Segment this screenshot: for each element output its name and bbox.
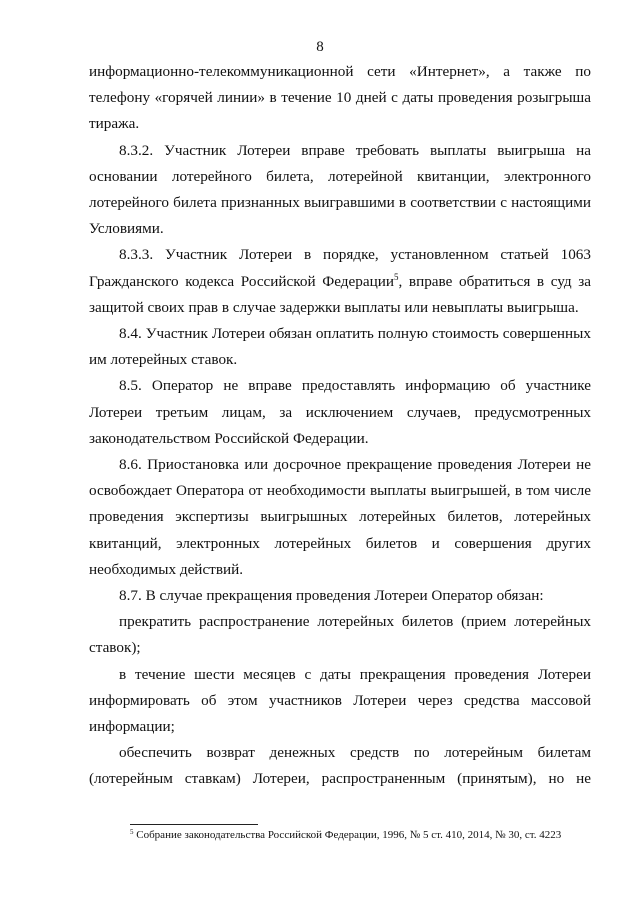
paragraph-8-7-item-b: в течение шести месяцев с даты прекращения проведения Лотереи информировать об этом участников Лотереи через средства массовой информации; (89, 665, 591, 736)
page-body (89, 59, 591, 793)
paragraph-continuation: информационно-телекоммуникационной сети «Интернет», а также по телефону «горячей линии» в течение 10 дней с даты проведения розыгрыша тиража. (89, 63, 591, 133)
paragraph-8-7-item-a: прекратить распространение лотерейных билетов (прием лотерейных ставок); (89, 613, 591, 657)
paragraph-8-4: 8.4. Участник Лотереи обязан оплатить полную стоимость совершенных им лотерейных ставок. (89, 325, 591, 369)
paragraph-8-6: 8.6. Приостановка или досрочное прекращение проведения Лотереи не освобождает Оператора от необходимости выплаты выигрышей, в том числе проведения экспертизы выигрышных лотерейных билетов, лотерейных квитанций, электронных лотерейных билетов и совершения других необходимых действий. (89, 456, 591, 578)
paragraph-8-3-3 (89, 242, 591, 321)
footnote-reference: 5 (393, 271, 399, 282)
footnote-marker: 5 (130, 828, 134, 836)
paragraph-8-7-item-c: обеспечить возврат денежных средств по лотерейным билетам (лотерейным ставкам) Лотереи, распространенным (принятым), но не (89, 744, 591, 788)
paragraph-8-3-3-text-a: 8.3.3. Участник Лотереи в порядке, установленном статьей 1063 Гражданского кодекса Российской Федерации (89, 246, 591, 290)
footnote (130, 829, 600, 842)
footnote-text: Собрание законодательства Российской Федерации, 1996, № 5 ст. 410, 2014, № 30, ст. 4223 (133, 829, 562, 841)
paragraph-8-5: 8.5. Оператор не вправе предоставлять информацию об участнике Лотереи третьим лицам, за исключением случаев, предусмотренных законодательством Российской Федерации. (89, 377, 591, 447)
page-number: 8 (316, 39, 324, 55)
paragraph-8-3-2: 8.3.2. Участник Лотереи вправе требовать выплаты выигрыша на основании лотерейного билета, лотерейной квитанции, электронного лотерейного билета признанных выигравшими в соответствии с настоящими Условиями. (89, 141, 591, 238)
paragraph-8-3-3-text-b: , вправе обратиться в суд за защитой своих прав в случае задержки выплаты или невыплаты выигрыша. (89, 272, 591, 316)
paragraph-8-7: 8.7. В случае прекращения проведения Лотереи Оператор обязан: (119, 587, 544, 605)
footnote-separator (130, 824, 258, 825)
